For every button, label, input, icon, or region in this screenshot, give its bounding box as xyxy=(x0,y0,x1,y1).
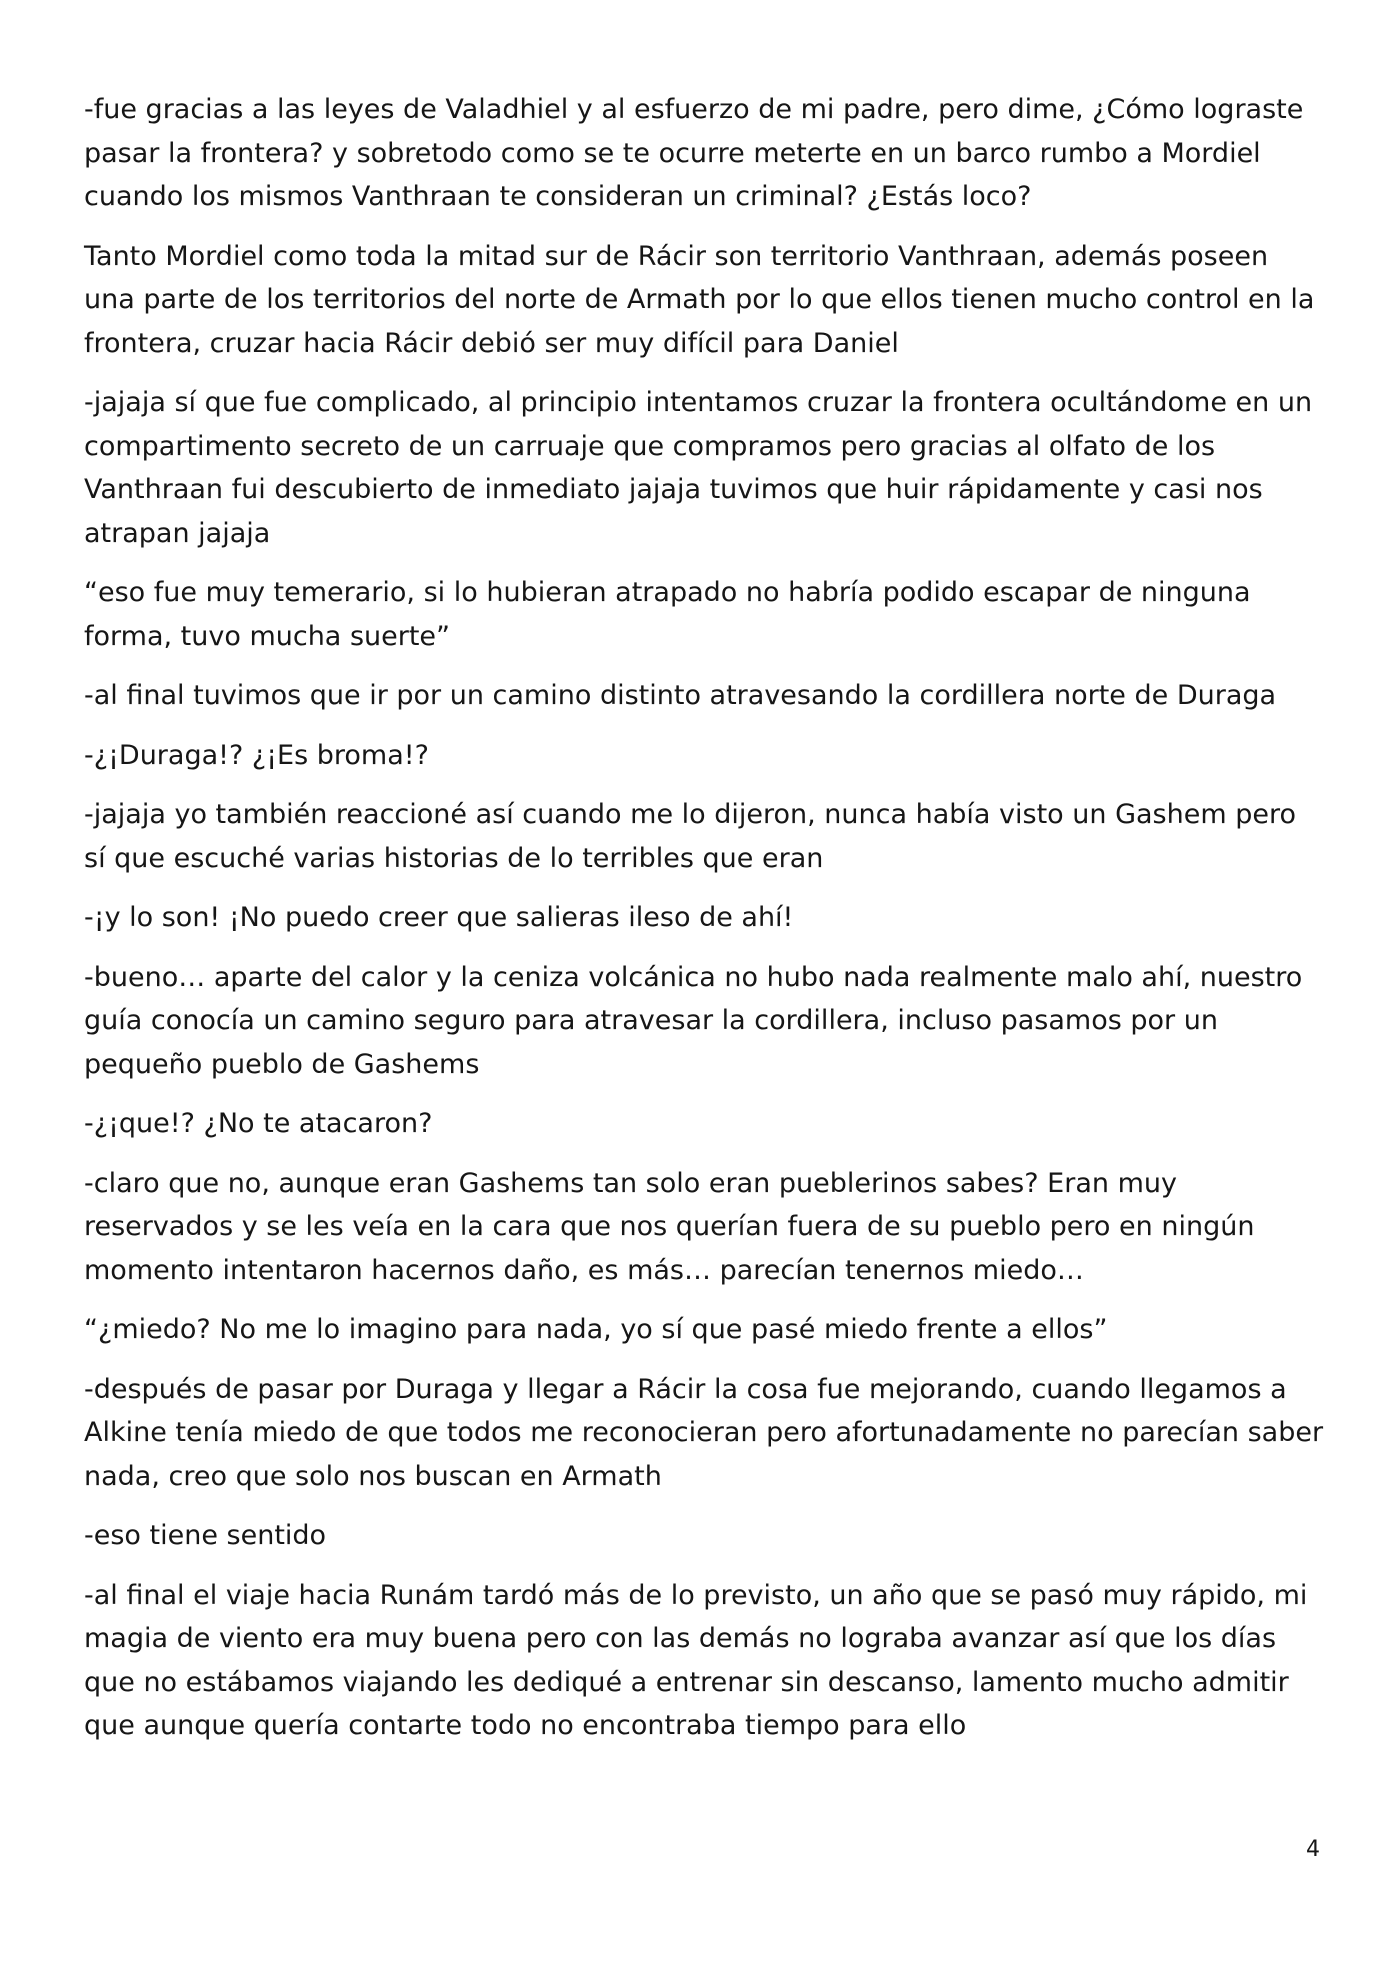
paragraph-8: -¡y lo son! ¡No puedo creer que salieras ileso de ahí! xyxy=(84,902,794,933)
paragraph-12: “¿miedo? No me lo imagino para nada, yo sí que pasé miedo frente a ellos” xyxy=(84,1314,1108,1345)
paragraph-7: -jajaja yo también reaccioné así cuando me lo dijeron, nunca había visto un Gashem pero sí que escuché varias historias de lo terribles que eran xyxy=(84,799,1297,874)
paragraph-2: Tanto Mordiel como toda la mitad sur de Rácir son territorio Vanthraan, además poseen una parte de los territorios del norte de Armath por lo que ellos tienen mucho control en la frontera, cruzar hacia Rácir debió ser muy difícil para Daniel xyxy=(84,240,1315,359)
paragraph-15: -al final el viaje hacia Runám tardó más de lo previsto, un año que se pasó muy rápido, mi magia de viento era muy buena pero con las demás no lograba avanzar así que los días que no estábamos viajando les dediqué a entrenar sin descanso, lamento mucho admitir que aunque quería contarte todo no encontraba tiempo para ello xyxy=(84,1579,1308,1741)
paragraph-4: “eso fue muy temerario, si lo hubieran atrapado no habría podido escapar de ninguna forma, tuvo mucha suerte” xyxy=(84,577,1251,652)
paragraph-5: -al final tuvimos que ir por un camino distinto atravesando la cordillera norte de Duraga xyxy=(84,680,1277,711)
paragraph-9: -bueno… aparte del calor y la ceniza volcánica no hubo nada realmente malo ahí, nuestro guía conocía un camino seguro para atravesar la cordillera, incluso pasamos por un pequeño pueblo de Gashems xyxy=(84,961,1303,1080)
paragraph-10: -¿¡que!? ¿No te atacaron? xyxy=(84,1108,433,1139)
paragraph-6: -¿¡Duraga!? ¿¡Es broma!? xyxy=(84,739,429,771)
paragraph-11: -claro que no, aunque eran Gashems tan solo eran pueblerinos sabes? Eran muy reservados y se les veía en la cara que nos querían fuera de su pueblo pero en ningún momento intentaron hacernos daño, es más… parecían tenernos miedo… xyxy=(84,1167,1255,1286)
paragraph-13: -después de pasar por Duraga y llegar a Rácir la cosa fue mejorando, cuando llegamos a Alkine tenía miedo de que todos me reconocieran pero afortunadamente no parecían saber nada, creo que solo nos buscan en Armath xyxy=(84,1373,1324,1492)
paragraph-14: -eso tiene sentido xyxy=(84,1520,327,1551)
paragraph-1: -fue gracias a las leyes de Valadhiel y al esfuerzo de mi padre, pero dime, ¿Cómo lograste pasar la frontera? y sobretodo como se te ocurre meterte en un barco rumbo a Mordiel cuando los mismos Vanthraan te consideran un criminal? ¿Estás loco? xyxy=(84,94,1304,212)
page-number: 4 xyxy=(1306,1837,1320,1862)
body-text xyxy=(84,88,1324,1764)
paragraph-3: -jajaja sí que fue complicado, al principio intentamos cruzar la frontera ocultándome en un compartimento secreto de un carruaje que compramos pero gracias al olfato de los Vanthraan fui descubierto de inmediato jajaja tuvimos que huir rápidamente y casi nos atrapan jajaja xyxy=(84,387,1313,549)
